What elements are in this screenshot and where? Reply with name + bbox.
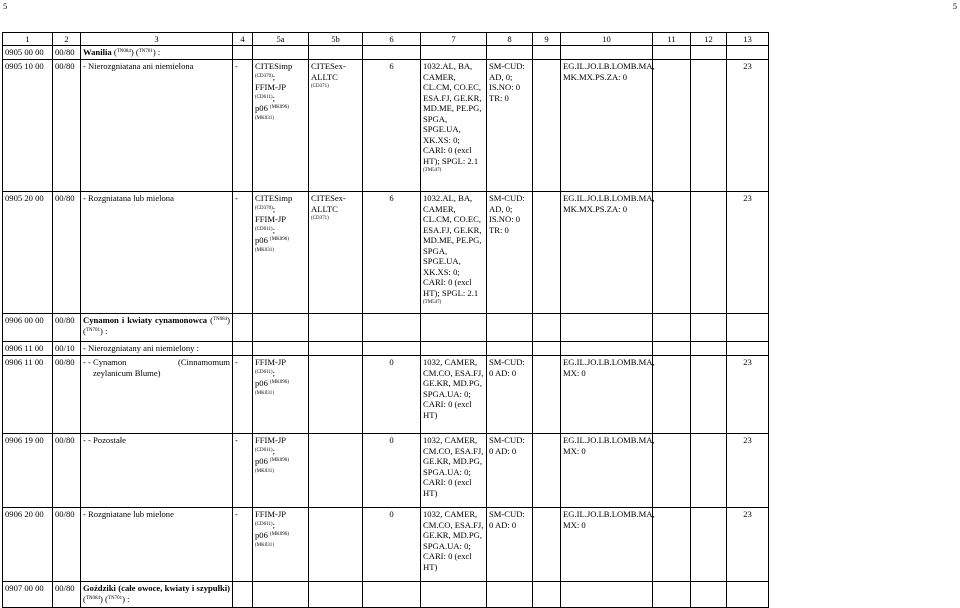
preferential-rates: 1032.AL, BA, CAMER, CL.CM, CO.EC, ESA.FJ, GE.KR, MD.ME, PE.PG, SPGA, SPGE.UA, XK.XS: 0; CARI: 0 (excl HT); SPGL: 2.1 $^{(TM547)}$ xyxy=(421,192,487,314)
dash: - xyxy=(233,434,253,508)
column-header: 3 xyxy=(81,33,233,46)
table-row xyxy=(3,508,769,582)
table-row xyxy=(3,46,769,60)
column-header: 13 xyxy=(727,33,769,46)
import-measures: FFIM-JP $^{(CD611)}$; p06 $^{(MK096)}$ $^{(MK031)}$ xyxy=(253,508,309,582)
description: - - Cynamon (Cinnamomum zeylanicum Blume) xyxy=(81,356,233,434)
column-header-row xyxy=(3,33,769,46)
column-header: 8 xyxy=(487,33,533,46)
taric-suffix: 00/80 xyxy=(53,356,81,434)
description: - Rozgniatane lub mielone xyxy=(81,508,233,582)
table-row xyxy=(3,60,769,192)
description: - Rozgniatana lub mielona xyxy=(81,192,233,314)
rates-col8: SM-CUD: 0 AD: 0 xyxy=(487,508,533,582)
vat-rate: 23 xyxy=(727,192,769,314)
rates-col8: SM-CUD: 0 AD: 0 xyxy=(487,434,533,508)
dash: - xyxy=(233,356,253,434)
column-header: 5b xyxy=(309,33,363,46)
taric-suffix: 00/80 xyxy=(53,192,81,314)
page-number-left: 5 xyxy=(3,1,8,11)
description: Wanilia ($^{TN084}$) ($^{TN701}$) : xyxy=(81,46,233,60)
taric-suffix: 00/80 xyxy=(53,60,81,192)
rates-col10: EG.IL.JO.LB.LOMB.MA, MX: 0 xyxy=(561,434,653,508)
import-measures: FFIM-JP $^{(CD611)}$; p06 $^{(MK096)}$ $^{(MK031)}$ xyxy=(253,434,309,508)
column-header: 12 xyxy=(691,33,727,46)
column-header: 7 xyxy=(421,33,487,46)
preferential-rates: 1032.AL, BA, CAMER, CL.CM, CO.EC, ESA.FJ, GE.KR, MD.ME, PE.PG, SPGA, SPGE.UA, XK.XS: 0; CARI: 0 (excl HT); SPGL: 2.1 $^{(TM547)}$ xyxy=(421,60,487,192)
table-row xyxy=(3,356,769,434)
rates-col10: EG.IL.JO.LB.LOMB.MA, MX: 0 xyxy=(561,508,653,582)
cn-code: 0905 10 00 xyxy=(3,60,53,192)
cn-code: 0906 20 00 xyxy=(3,508,53,582)
taric-suffix: 00/80 xyxy=(53,582,81,608)
cn-code: 0906 11 00 xyxy=(3,356,53,434)
table-row xyxy=(3,342,769,356)
cn-code: 0906 11 00 xyxy=(3,342,53,356)
column-header: 5a xyxy=(253,33,309,46)
rates-col10: EG.IL.JO.LB.LOMB.MA, MX: 0 xyxy=(561,356,653,434)
taric-suffix: 00/80 xyxy=(53,434,81,508)
vat-rate: 23 xyxy=(727,356,769,434)
duty-rate: 6 xyxy=(363,192,421,314)
rates-col10: EG.IL.JO.LB.LOMB.MA, MK.MX.PS.ZA: 0 xyxy=(561,60,653,192)
dash: - xyxy=(233,508,253,582)
description: - - Pozostałe xyxy=(81,434,233,508)
table-row xyxy=(3,192,769,314)
description: Goździki (całe owoce, kwiaty i szypułki) ($^{TN084}$) ($^{TN701}$) : xyxy=(81,582,233,608)
table-row xyxy=(3,434,769,508)
cn-code: 0906 19 00 xyxy=(3,434,53,508)
preferential-rates: 1032, CAMER, CM.CO, ESA.FJ, GE.KR, MD.PG, SPGA.UA: 0; CARI: 0 (excl HT) xyxy=(421,508,487,582)
description: - Nierozgniatana ani niemielona xyxy=(81,60,233,192)
taric-suffix: 00/80 xyxy=(53,508,81,582)
vat-rate: 23 xyxy=(727,434,769,508)
description: - Nierozgniatany ani niemielony : xyxy=(81,342,233,356)
duty-rate: 6 xyxy=(363,60,421,192)
cn-code: 0907 00 00 xyxy=(3,582,53,608)
rates-col8: SM-CUD: AD, 0; IS.NO: 0 TR: 0 xyxy=(487,192,533,314)
column-header: 6 xyxy=(363,33,421,46)
description: Cynamon i kwiaty cynamonowca ($^{TN084}$) ($^{TN701}$) : xyxy=(81,314,233,342)
duty-rate: 0 xyxy=(363,434,421,508)
vat-rate: 23 xyxy=(727,60,769,192)
duty-rate: 0 xyxy=(363,356,421,434)
page-number-right: 5 xyxy=(952,1,957,11)
table-row xyxy=(3,314,769,342)
import-measures: FFIM-JP $^{(CD611)}$; p06 $^{(MK096)}$ $^{(MK031)}$ xyxy=(253,356,309,434)
duty-rate: 0 xyxy=(363,508,421,582)
vat-rate: 23 xyxy=(727,508,769,582)
column-header: 11 xyxy=(653,33,691,46)
table-row xyxy=(3,582,769,608)
taric-suffix: 00/80 xyxy=(53,46,81,60)
cn-code: 0906 00 00 xyxy=(3,314,53,342)
cn-code: 0905 00 00 xyxy=(3,46,53,60)
rates-col8: SM-CUD: AD, 0; IS.NO: 0 TR: 0 xyxy=(487,60,533,192)
tariff-table xyxy=(2,32,769,608)
taric-suffix: 00/80 xyxy=(53,314,81,342)
import-measures: CITESimp $^{(CD370)}$; FFIM-JP $^{(CD611)}$; p06 $^{(MK096)}$ $^{(MK031)}$ xyxy=(253,60,309,192)
rates-col8: SM-CUD: 0 AD: 0 xyxy=(487,356,533,434)
preferential-rates: 1032, CAMER, CM.CO, ESA.FJ, GE.KR, MD.PG, SPGA.UA: 0; CARI: 0 (excl HT) xyxy=(421,434,487,508)
column-header: 2 xyxy=(53,33,81,46)
dash: - xyxy=(233,60,253,192)
column-header: 9 xyxy=(533,33,561,46)
dash: - xyxy=(233,192,253,314)
export-measures: CITESex-ALLTC $^{(CD371)}$ xyxy=(309,192,363,314)
column-header: 10 xyxy=(561,33,653,46)
import-measures: CITESimp $^{(CD370)}$; FFIM-JP $^{(CD611)}$; p06 $^{(MK096)}$ $^{(MK031)}$ xyxy=(253,192,309,314)
taric-suffix: 00/10 xyxy=(53,342,81,356)
export-measures: CITESex-ALLTC $^{(CD371)}$ xyxy=(309,60,363,192)
preferential-rates: 1032, CAMER, CM.CO, ESA.FJ, GE.KR, MD.PG, SPGA.UA: 0; CARI: 0 (excl HT) xyxy=(421,356,487,434)
cn-code: 0905 20 00 xyxy=(3,192,53,314)
rates-col10: EG.IL.JO.LB.LOMB.MA, MK.MX.PS.ZA: 0 xyxy=(561,192,653,314)
column-header: 1 xyxy=(3,33,53,46)
column-header: 4 xyxy=(233,33,253,46)
